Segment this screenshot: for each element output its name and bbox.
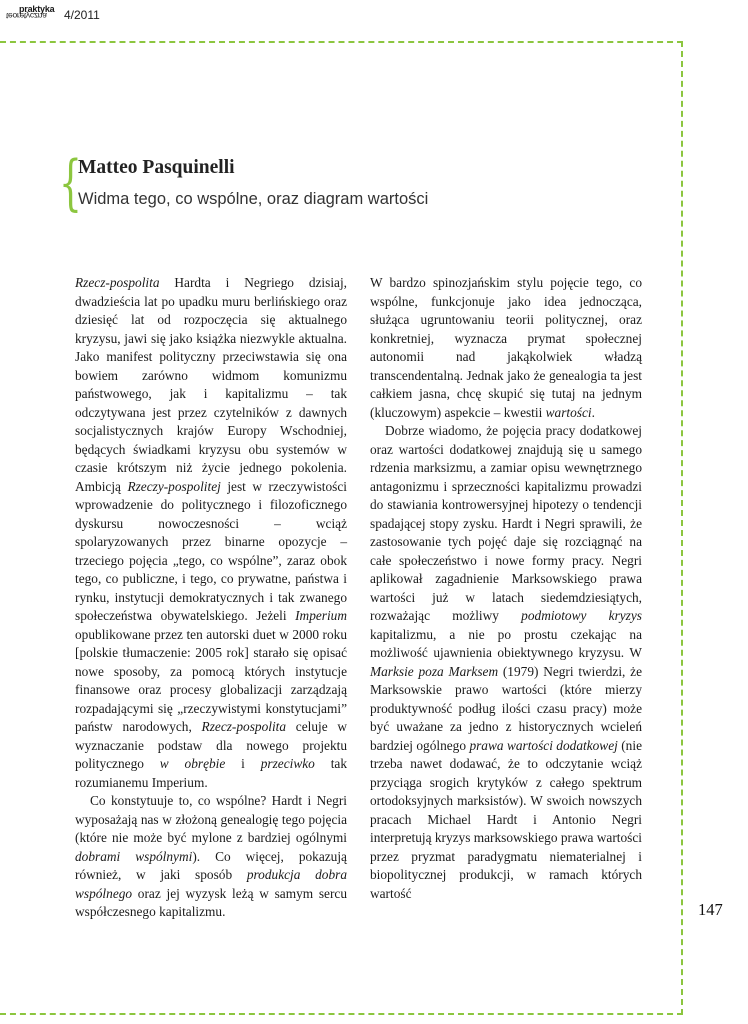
article-title: Widma tego, co wspólne, oraz diagram wartości — [78, 190, 429, 208]
logo-bottom-text: teoretyczna — [6, 11, 47, 21]
paragraph: Dobrze wiadomo, że pojęcia pracy dodatkowej oraz wartości dodatkowej znajdują się u samego rdzenia marksizmu, a zamiar opisu wewnętrznego antagonizmu i sprzeczności kapitalizmu prowadzi do stawiania kontrowersyjnej hipotezy o tendencji spadającej stopy zysku. Hardt i Negri sprawili, że zastosowanie tych pojęć daje się rozciągnąć na całe społeczeństwo i nowe formy pracy. Negri aplikował zagadnienie Marksowskiego prawa wartości już w latach siedemdziesiątych, rozważając możliwy podmiotowy kryzys kapitalizmu, a nie po prostu czekając na możliwość ujawnienia obiektywnego kryzysu. W Marksie poza Marksem (1979) Negri twierdzi, że Marksowskie prawo wartości (które mierzy produktywność podług ilości czasu pracy) może być uważane za jedno z historycznych wcieleń bardziej ogólnego prawa wartości dodatkowej (nie trzeba nawet dodawać, że to odczytanie wciąż przyciąga srogich krytyków z całego spektrum ortodoksyjnych marksistów). W swoich nowszych pracach Michael Hardt i Antonio Negri interpretują kryzys marksowskiego prawa wartości przez pryzmat paradygmatu niematerialnej i biopolitycznej produkcji, w ramach których wartość — [370, 423, 642, 901]
issue-number: 4/2011 — [64, 8, 100, 22]
text-column-right — [370, 274, 642, 903]
frame-bottom-border — [0, 1013, 683, 1015]
journal-logo — [6, 4, 68, 22]
page-number: 147 — [698, 900, 723, 919]
article-author: Matteo Pasquinelli — [78, 157, 235, 178]
frame-top-border — [0, 41, 683, 43]
logo-top-text: praktyka — [19, 4, 55, 14]
frame-right-border — [681, 41, 683, 1015]
paragraph: Co konstytuuje to, co wspólne? Hardt i Negri wyposażają nas w złożoną genealogię tego pojęcia (które nie może być mylone z bardziej ogólnymi dobrami wspólnymi). Co więcej, pokazują również, w jaki sposób produkcja dobra wspólnego oraz jej wyzysk leżą w samym sercu współczesnego kapitalizmu. — [75, 793, 347, 919]
paragraph: Rzecz-pospolita Hardta i Negriego dzisiaj, dwadzieścia lat po upadku muru berlińskiego oraz dziesięć lat od rozpoczęcia się aktualnego kryzysu, jawi się jako książka niezwykle aktualna. Jako manifest polityczny przeciwstawia się ona bowiem zarówno widmom komunizmu państwowego, jak i kapitalizmu – tak odczytywana jest przez czytelników z dawnych socjalistycznych krajów Europy Wschodniej, będących świadkami kryzysu obu systemów w czasie krótszym niż życie jednego pokolenia. Ambicją Rzeczy-pospolitej jest w rzeczywistości wprowadzenie do politycznego i filozoficznego dyskursu nowoczesności – wciąż spolaryzowanych przez binarne opozycje – trzeciego pojęcia „tego, co wspólne”, zaraz obok tego, co publiczne, i tego, co prywatne, państwa i rynku, instytucji demokratycznych i tak zwanego społeczeństwa obywatelskiego. Jeżeli Imperium opublikowane przez ten autorski duet w 2000 roku [polskie tłumaczenie: 2005 rok] starało się opisać nowe sposoby, za pomocą których instytucje finansowe oraz procesy globalizacji zarządzają rozpadającymi się „rzeczywistymi konstytucjami” państw narodowych, Rzecz-pospolita celuje w wyznaczanie podstaw dla nowego projektu politycznego w obrębie i przeciwko tak rozumianemu Imperium. — [75, 275, 348, 790]
paragraph: W bardzo spinozjańskim stylu pojęcie tego, co wspólne, funkcjonuje jako idea jednocząca, służąca ugruntowaniu teorii politycznej, oraz konkretniej, wyznacza prymat społecznej autonomii nad jakąkolwiek władzą transcendentalną. Jednak jako że genealogia ta jest całkiem jasna, chcę skupić się tutaj na jednym (kluczowym) aspekcie – kwestii wartości. — [370, 275, 642, 420]
curly-brace-icon: { — [59, 148, 82, 218]
text-column-left — [75, 274, 347, 922]
